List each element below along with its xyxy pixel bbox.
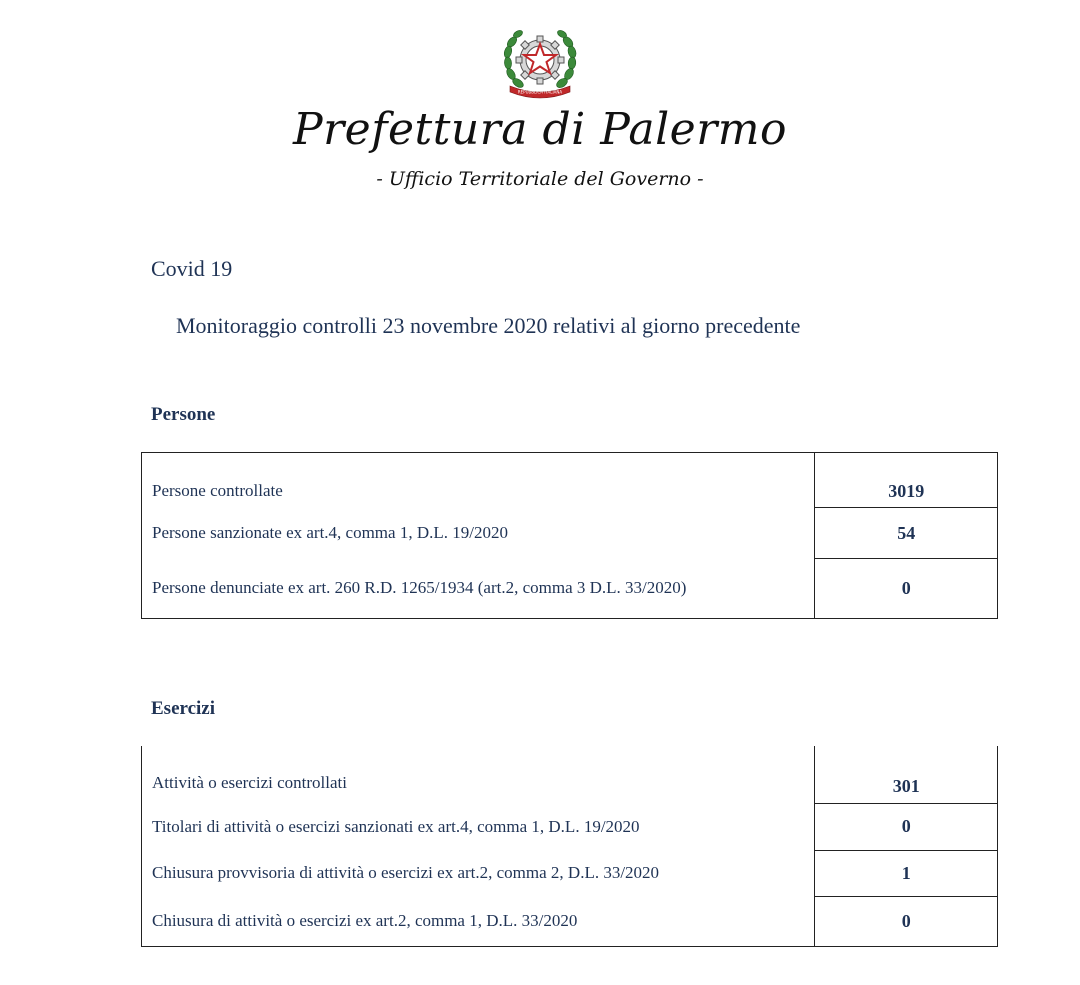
row-value: 0: [815, 803, 998, 850]
row-value: 1: [815, 850, 998, 896]
row-label: Attività o esercizi controllati: [142, 746, 815, 803]
row-value: 0: [815, 559, 998, 619]
row-label: Persone sanzionate ex art.4, comma 1, D.L. 19/2020: [142, 508, 815, 559]
table-row: [142, 746, 998, 803]
row-label: Persone controllate: [142, 453, 815, 508]
row-value: 54: [815, 508, 998, 559]
svg-text:REPUBBLICA ITALIANA: REPUBBLICA ITALIANA: [517, 89, 563, 95]
row-label: Chiusura provvisoria di attività o esercizi ex art.2, comma 2, D.L. 33/2020: [142, 850, 815, 896]
table-row: [142, 453, 998, 508]
org-subtitle: - Ufficio Territoriale del Governo -: [376, 168, 704, 190]
table-row: [142, 508, 998, 559]
row-label: Chiusura di attività o esercizi ex art.2, comma 1, D.L. 33/2020: [142, 896, 815, 946]
esercizi-table: [141, 746, 998, 947]
table-row: [142, 559, 998, 619]
row-label: Titolari di attività o esercizi sanzionati ex art.4, comma 1, D.L. 19/2020: [142, 803, 815, 850]
table-row: [142, 803, 998, 850]
report-title: Monitoraggio controlli 23 novembre 2020 relativi al giorno precedente: [176, 313, 801, 338]
section-heading-esercizi: Esercizi: [151, 698, 216, 719]
row-value: 3019: [888, 480, 925, 501]
document-category: Covid 19: [151, 256, 233, 281]
org-title: Prefettura di Palermo: [293, 104, 787, 155]
row-value: 301: [892, 775, 920, 796]
table-row: [142, 850, 998, 896]
table-row: [142, 896, 998, 946]
persone-table: [141, 452, 998, 619]
row-label: Persone denunciate ex art. 260 R.D. 1265/1934 (art.2, comma 3 D.L. 33/2020): [142, 559, 815, 619]
repubblica-italiana-emblem-icon: [500, 20, 580, 100]
section-heading-persone: Persone: [151, 404, 216, 425]
row-value: 0: [815, 896, 998, 946]
